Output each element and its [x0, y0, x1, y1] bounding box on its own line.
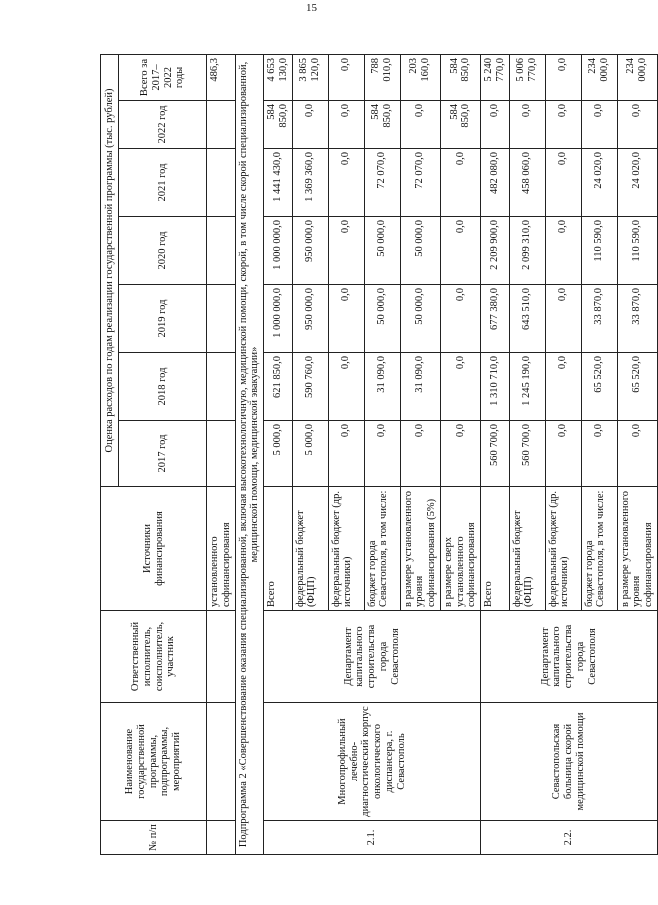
header-source: Источники финансирования — [101, 487, 207, 611]
year-value: 590 760,0 — [292, 353, 328, 421]
year-value: 584 850,0 — [440, 101, 480, 149]
year-value: 0,0 — [545, 149, 581, 217]
total-value: 5 240 770,0 — [481, 54, 510, 100]
year-value: 24 020,0 — [581, 149, 617, 217]
year-value: 50 000,0 — [400, 285, 440, 353]
total-value: 4 653 130,0 — [264, 54, 293, 100]
year-value: 950 000,0 — [292, 217, 328, 285]
total-value: 5 006 770,0 — [509, 54, 545, 100]
funding-source: федеральный бюджет (ФЦП) — [509, 487, 545, 611]
year-value: 2 099 310,0 — [509, 217, 545, 285]
year-value: 2 209 900,0 — [481, 217, 510, 285]
carry-source: установленного софинансирования — [207, 487, 236, 611]
funding-source: Всего — [264, 487, 293, 611]
year-value: 1 310 710,0 — [481, 353, 510, 421]
year-value: 0,0 — [328, 149, 364, 217]
funding-source: в размере сверх установленного софинансирования — [440, 487, 480, 611]
year-value: 5 000,0 — [264, 421, 293, 487]
funding-source: бюджет города Севастополя, в том числе: — [364, 487, 400, 611]
year-value: 1 245 190,0 — [509, 353, 545, 421]
item-name: Многопрофильный лечебно-диагностический корпус онкологического диспансера, г. Севастополь — [264, 703, 481, 821]
budget-table — [100, 54, 658, 855]
funding-source: федеральный бюджет (ФЦП) — [292, 487, 328, 611]
carry-cell — [207, 821, 236, 855]
carry-cell — [207, 703, 236, 821]
header-estimate: Оценка расходов по годам реализации государственной программы (тыс. рублей) — [101, 54, 119, 486]
year-value: 0,0 — [440, 285, 480, 353]
carry-cell — [207, 611, 236, 703]
total-value: 0,0 — [545, 54, 581, 100]
year-value: 31 090,0 — [364, 353, 400, 421]
year-value: 0,0 — [509, 101, 545, 149]
total-value: 234 000,0 — [617, 54, 657, 100]
year-value: 50 000,0 — [364, 285, 400, 353]
year-value: 0,0 — [328, 101, 364, 149]
year-value: 65 520,0 — [581, 353, 617, 421]
year-value: 0,0 — [440, 217, 480, 285]
year-value: 584 850,0 — [364, 101, 400, 149]
item-number: 2.1. — [264, 821, 481, 855]
header-year-2020: 2020 год — [119, 217, 207, 285]
funding-source: федеральный бюджет (др. источники) — [328, 487, 364, 611]
table-row — [264, 54, 293, 854]
year-value: 584 850,0 — [264, 101, 293, 149]
year-value: 643 510,0 — [509, 285, 545, 353]
year-value: 33 870,0 — [617, 285, 657, 353]
year-value: 0,0 — [328, 353, 364, 421]
year-value: 5 000,0 — [292, 421, 328, 487]
carry-over-row — [207, 54, 236, 854]
year-value: 560 700,0 — [509, 421, 545, 487]
funding-source: Всего — [481, 487, 510, 611]
carry-cell — [207, 421, 236, 487]
header-year-2022: 2022 год — [119, 101, 207, 149]
year-value: 482 080,0 — [481, 149, 510, 217]
funding-source: в размере установленного уровня софинансирования (5%) — [400, 487, 440, 611]
total-value: 3 865 120,0 — [292, 54, 328, 100]
year-value: 50 000,0 — [400, 217, 440, 285]
header-num: № п/п — [101, 821, 207, 855]
year-value: 110 590,0 — [617, 217, 657, 285]
item-name: Севастопольская больница скорой медицинской помощи — [481, 703, 658, 821]
year-value: 0,0 — [328, 421, 364, 487]
carry-cell — [207, 217, 236, 285]
year-value: 0,0 — [617, 421, 657, 487]
year-value: 621 850,0 — [264, 353, 293, 421]
carry-cell — [207, 285, 236, 353]
header-year-2019: 2019 год — [119, 285, 207, 353]
item-number: 2.2. — [481, 821, 658, 855]
total-value: 203 160,0 — [400, 54, 440, 100]
year-value: 0,0 — [545, 285, 581, 353]
year-value: 0,0 — [440, 421, 480, 487]
year-value: 65 520,0 — [617, 353, 657, 421]
year-value: 0,0 — [292, 101, 328, 149]
year-value: 24 020,0 — [617, 149, 657, 217]
year-value: 1 000 000,0 — [264, 217, 293, 285]
year-value: 0,0 — [545, 353, 581, 421]
year-value: 0,0 — [481, 101, 510, 149]
total-value: 234 000,0 — [581, 54, 617, 100]
header-year-2021: 2021 год — [119, 149, 207, 217]
year-value: 110 590,0 — [581, 217, 617, 285]
total-value: 0,0 — [328, 54, 364, 100]
page-number: 15 — [306, 2, 317, 14]
year-value: 0,0 — [328, 285, 364, 353]
year-value: 31 090,0 — [400, 353, 440, 421]
year-value: 0,0 — [364, 421, 400, 487]
year-value: 0,0 — [617, 101, 657, 149]
year-value: 677 380,0 — [481, 285, 510, 353]
header-total: Всего за 2017–2022 годы — [119, 54, 207, 100]
carry-cell — [207, 101, 236, 149]
year-value: 0,0 — [581, 421, 617, 487]
year-value: 0,0 — [328, 217, 364, 285]
header-year-2018: 2018 год — [119, 353, 207, 421]
year-value: 0,0 — [440, 149, 480, 217]
year-value: 1 369 360,0 — [292, 149, 328, 217]
rotated-table-container — [100, 55, 654, 855]
year-value: 458 060,0 — [509, 149, 545, 217]
carry-total: 486,3 — [207, 54, 236, 100]
year-value: 50 000,0 — [364, 217, 400, 285]
year-value: 0,0 — [545, 421, 581, 487]
header-executor: Ответственный исполнитель, соисполнитель, участник — [101, 611, 207, 703]
year-value: 72 070,0 — [400, 149, 440, 217]
header-name: Наименование государственной программы, подпрограммы, мероприятий — [101, 703, 207, 821]
year-value: 950 000,0 — [292, 285, 328, 353]
carry-cell — [207, 149, 236, 217]
year-value: 72 070,0 — [364, 149, 400, 217]
year-value: 0,0 — [400, 421, 440, 487]
total-value: 788 010,0 — [364, 54, 400, 100]
year-value: 560 700,0 — [481, 421, 510, 487]
year-value: 0,0 — [581, 101, 617, 149]
year-value: 1 441 430,0 — [264, 149, 293, 217]
funding-source: федеральный бюджет (др. источники) — [545, 487, 581, 611]
year-value: 0,0 — [400, 101, 440, 149]
funding-source: бюджет города Севастополя, в том числе: — [581, 487, 617, 611]
total-value: 584 850,0 — [440, 54, 480, 100]
carry-cell — [207, 353, 236, 421]
item-executor: Департамент капитального строительства города Севастополя — [264, 611, 481, 703]
funding-source: в размере установленного уровня софинансирования — [617, 487, 657, 611]
header-year-2017: 2017 год — [119, 421, 207, 487]
year-value: 0,0 — [545, 217, 581, 285]
year-value: 0,0 — [545, 101, 581, 149]
year-value: 0,0 — [440, 353, 480, 421]
subprogram-row — [235, 54, 264, 854]
subprogram-title: Подпрограмма 2 «Совершенствование оказания специализированной, включая высокотехнологичную, медицинской помощи, скорой, в том числе скорой специализированной, медицинской помощи, медицинской эвакуации» — [235, 54, 264, 854]
year-value: 33 870,0 — [581, 285, 617, 353]
item-executor: Департамент капитального строительства города Севастополя — [481, 611, 658, 703]
table-row — [481, 54, 510, 854]
year-value: 1 000 000,0 — [264, 285, 293, 353]
